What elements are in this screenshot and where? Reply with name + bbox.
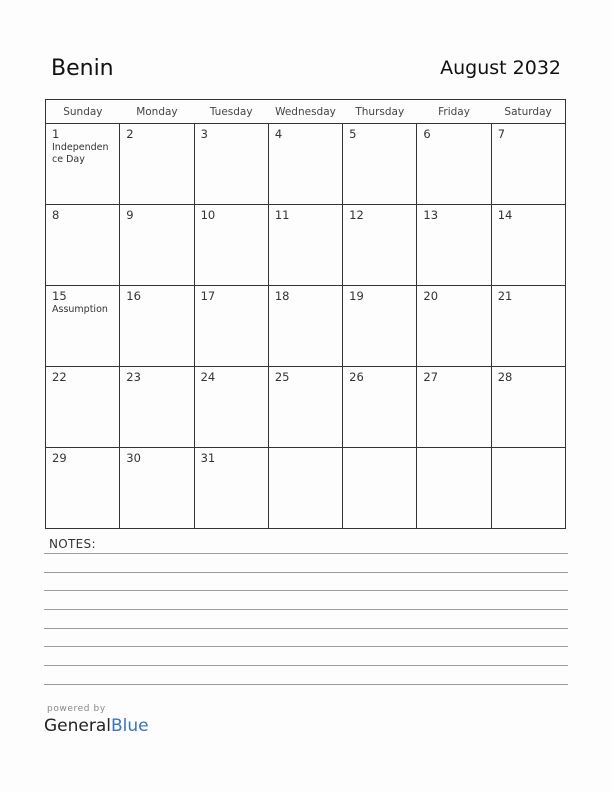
day-cell <box>46 448 120 529</box>
day-cell <box>417 367 491 448</box>
day-number: 13 <box>423 208 439 222</box>
day-cell-empty <box>268 448 342 529</box>
day-cell <box>194 124 268 205</box>
note-line <box>44 684 568 685</box>
day-cell <box>46 124 120 205</box>
powered-by-text: powered by <box>47 704 106 714</box>
brand-blue: Blue <box>111 716 149 736</box>
weekday-header: Friday <box>417 100 491 124</box>
day-cell <box>417 124 491 205</box>
day-cell <box>343 367 417 448</box>
notes-label: NOTES: <box>49 537 96 551</box>
week-row <box>46 367 566 448</box>
day-cell <box>120 286 194 367</box>
holiday-label: Independence Day <box>52 142 109 165</box>
note-line <box>44 628 568 629</box>
day-cell <box>120 367 194 448</box>
day-cell <box>268 286 342 367</box>
day-number: 1 <box>52 127 60 141</box>
brand-logo[interactable] <box>44 716 149 736</box>
day-cell <box>268 205 342 286</box>
day-cell <box>194 448 268 529</box>
day-number: 10 <box>200 208 216 222</box>
day-number: 15 <box>52 289 67 303</box>
day-number: 24 <box>200 370 216 384</box>
day-cell-empty <box>343 448 417 529</box>
note-line <box>44 646 568 647</box>
month-title: August 2032 <box>440 57 561 79</box>
day-number: 4 <box>274 127 283 141</box>
day-number: 14 <box>497 208 513 222</box>
day-number: 6 <box>423 127 431 141</box>
week-row <box>46 448 566 529</box>
day-number: 26 <box>349 370 364 384</box>
day-number: 5 <box>349 127 357 141</box>
week-row <box>46 286 566 367</box>
day-number: 29 <box>52 451 67 465</box>
day-number: 25 <box>274 370 290 384</box>
day-number: 16 <box>126 289 141 303</box>
day-cell <box>268 367 342 448</box>
day-cell <box>491 124 565 205</box>
day-number: 12 <box>349 208 364 222</box>
weekday-header: Monday <box>120 100 194 124</box>
weekday-header: Tuesday <box>194 100 268 124</box>
day-number: 8 <box>52 208 60 222</box>
note-line <box>44 553 568 554</box>
day-cell <box>194 286 268 367</box>
day-number: 18 <box>274 289 290 303</box>
day-cell <box>491 286 565 367</box>
day-number: 11 <box>274 208 290 222</box>
day-cell <box>120 448 194 529</box>
day-number: 21 <box>497 289 513 303</box>
weekday-header: Wednesday <box>268 100 342 124</box>
brand-general: General <box>44 716 111 736</box>
note-line <box>44 590 568 591</box>
day-cell-empty <box>491 448 565 529</box>
day-number: 30 <box>126 451 141 465</box>
day-number: 17 <box>200 289 216 303</box>
day-cell <box>46 205 120 286</box>
note-line <box>44 572 568 573</box>
day-cell <box>120 124 194 205</box>
day-number: 22 <box>52 370 67 384</box>
week-row <box>46 205 566 286</box>
day-cell <box>491 205 565 286</box>
day-number: 3 <box>200 127 208 141</box>
note-line <box>44 609 568 610</box>
day-cell <box>343 124 417 205</box>
day-number: 2 <box>126 127 134 141</box>
week-row <box>46 124 566 205</box>
holiday-label: Assumption <box>52 304 108 315</box>
day-cell <box>46 367 120 448</box>
calendar-grid <box>45 99 566 529</box>
day-cell <box>194 367 268 448</box>
day-cell <box>491 367 565 448</box>
note-line <box>44 665 568 666</box>
day-cell <box>417 286 491 367</box>
weekday-header: Saturday <box>491 100 565 124</box>
day-cell-empty <box>417 448 491 529</box>
day-cell <box>194 205 268 286</box>
weekday-header: Sunday <box>46 100 120 124</box>
day-cell <box>417 205 491 286</box>
day-number: 9 <box>126 208 134 222</box>
day-number: 19 <box>349 289 364 303</box>
weekday-header: Thursday <box>343 100 417 124</box>
day-cell <box>343 286 417 367</box>
day-number: 7 <box>497 127 506 141</box>
weekday-header-row <box>46 100 566 124</box>
day-number: 28 <box>497 370 513 384</box>
day-number: 27 <box>423 370 439 384</box>
day-cell <box>46 286 120 367</box>
day-cell <box>268 124 342 205</box>
country-title: Benin <box>51 56 114 81</box>
day-number: 20 <box>423 289 439 303</box>
day-number: 31 <box>200 451 216 465</box>
day-cell <box>343 205 417 286</box>
day-cell <box>120 205 194 286</box>
day-number: 23 <box>126 370 141 384</box>
